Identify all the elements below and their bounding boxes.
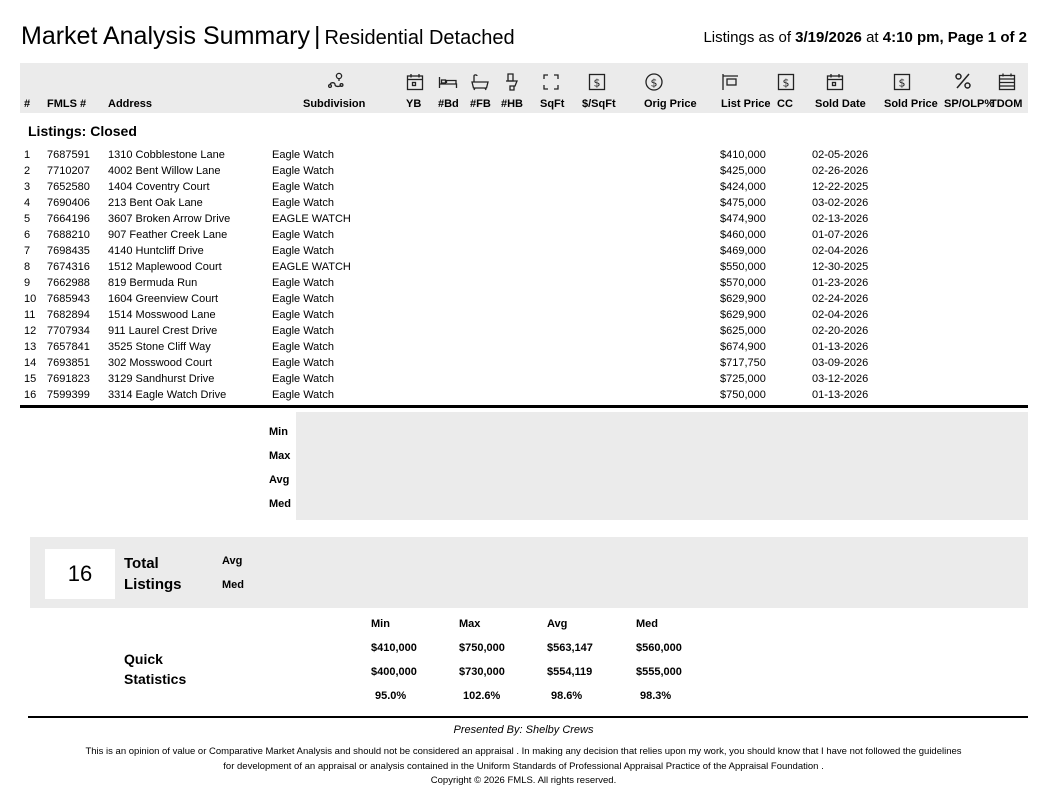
sign-icon bbox=[720, 72, 740, 92]
svg-text:$: $ bbox=[898, 76, 906, 90]
row-list: $424,000 bbox=[720, 181, 766, 193]
row-subdivision: Eagle Watch bbox=[272, 181, 334, 193]
total-stat-label: Med bbox=[222, 579, 244, 591]
row-sold-date: 12-30-2025 bbox=[812, 261, 869, 273]
total-listings-label: Total Listings bbox=[124, 555, 182, 593]
stat-label: Avg bbox=[269, 474, 290, 486]
svg-text:$: $ bbox=[782, 76, 790, 90]
row-sold-date: 01-13-2026 bbox=[812, 389, 869, 401]
row-fmls: 7690406 bbox=[47, 197, 90, 209]
square-footage-icon bbox=[541, 72, 561, 92]
section-title: Listings: Closed bbox=[28, 123, 137, 139]
col-tdom: TDOM bbox=[990, 98, 1023, 110]
row-fmls: 7685943 bbox=[47, 293, 90, 305]
presented-by: Presented By: Shelby Crews bbox=[453, 724, 594, 736]
row-num: 14 bbox=[24, 357, 37, 369]
row-num: 3 bbox=[24, 181, 31, 193]
row-fmls: 7599399 bbox=[47, 389, 90, 401]
col-sold-date: Sold Date bbox=[815, 98, 866, 110]
stats-band bbox=[296, 412, 1028, 520]
row-sold-date: 12-22-2025 bbox=[812, 181, 869, 193]
row-sold-date: 03-12-2026 bbox=[812, 373, 869, 385]
row-sold-date: 03-09-2026 bbox=[812, 357, 869, 369]
row-fmls: 7698435 bbox=[47, 245, 90, 257]
row-address: 911 Laurel Crest Drive bbox=[108, 325, 218, 337]
col-subdivision: Subdivision bbox=[303, 98, 366, 110]
row-subdivision: EAGLE WATCH bbox=[272, 261, 351, 273]
title-separator: | bbox=[313, 22, 321, 50]
row-sold-date: 02-20-2026 bbox=[812, 325, 869, 337]
quick-value: $554,119 bbox=[547, 666, 593, 678]
stat-label: Min bbox=[269, 426, 288, 438]
col-psqft: $/SqFt bbox=[582, 98, 616, 110]
quick-value: $400,000 bbox=[371, 666, 417, 678]
copyright: Copyright © 2026 FMLS. All rights reserved. bbox=[430, 775, 617, 786]
quick-value: $410,000 bbox=[371, 642, 417, 654]
report-title: Market Analysis Summary bbox=[21, 22, 310, 50]
bathtub-icon bbox=[470, 72, 490, 92]
row-subdivision: Eagle Watch bbox=[272, 293, 334, 305]
row-subdivision: Eagle Watch bbox=[272, 277, 334, 289]
row-num: 2 bbox=[24, 165, 31, 177]
total-stat-label: Avg bbox=[222, 555, 243, 567]
quick-header: Min bbox=[371, 618, 390, 630]
row-list: $474,900 bbox=[720, 213, 766, 225]
row-subdivision: Eagle Watch bbox=[272, 341, 334, 353]
row-address: 213 Bent Oak Lane bbox=[108, 197, 203, 209]
row-fmls: 7662988 bbox=[47, 277, 90, 289]
row-subdivision: Eagle Watch bbox=[272, 149, 334, 161]
row-fmls: 7693851 bbox=[47, 357, 90, 369]
quick-value: 98.3% bbox=[640, 690, 672, 702]
listings-as-of: Listings as of 3/19/2026 at 4:10 pm, Page 1 of 2 bbox=[703, 29, 1027, 46]
stat-label: Med bbox=[269, 498, 291, 510]
bed-icon bbox=[438, 72, 458, 92]
row-list: $550,000 bbox=[720, 261, 766, 273]
row-address: 1310 Cobblestone Lane bbox=[108, 149, 225, 161]
col-fmls: FMLS # bbox=[47, 98, 87, 110]
row-num: 11 bbox=[24, 309, 36, 321]
row-address: 3525 Stone Cliff Way bbox=[108, 341, 211, 353]
row-num: 10 bbox=[24, 293, 37, 305]
row-list: $425,000 bbox=[720, 165, 766, 177]
column-header-band bbox=[20, 63, 1028, 113]
row-list: $629,900 bbox=[720, 293, 766, 305]
row-sold-date: 02-13-2026 bbox=[812, 213, 869, 225]
quick-value: $563,147 bbox=[547, 642, 593, 654]
svg-text:$: $ bbox=[650, 76, 658, 90]
report-subtitle: Residential Detached bbox=[324, 27, 515, 49]
row-subdivision: Eagle Watch bbox=[272, 389, 334, 401]
col-hb: #HB bbox=[501, 98, 524, 110]
row-subdivision: Eagle Watch bbox=[272, 245, 334, 257]
col-bd: #Bd bbox=[438, 98, 459, 110]
row-fmls: 7691823 bbox=[47, 373, 90, 385]
svg-text:$: $ bbox=[593, 76, 601, 90]
row-list: $460,000 bbox=[720, 229, 766, 241]
quick-value: 95.0% bbox=[375, 690, 407, 702]
row-fmls: 7682894 bbox=[47, 309, 90, 321]
quick-value: $750,000 bbox=[459, 642, 505, 654]
total-count: 16 bbox=[45, 549, 115, 599]
row-address: 4140 Huntcliff Drive bbox=[108, 245, 204, 257]
row-fmls: 7657841 bbox=[47, 341, 90, 353]
row-num: 15 bbox=[24, 373, 37, 385]
row-sold-date: 02-24-2026 bbox=[812, 293, 869, 305]
row-list: $475,000 bbox=[720, 197, 766, 209]
row-fmls: 7710207 bbox=[47, 165, 90, 177]
row-list: $725,000 bbox=[720, 373, 766, 385]
dollar-square-icon bbox=[587, 72, 607, 92]
row-num: 1 bbox=[24, 149, 31, 161]
row-subdivision: Eagle Watch bbox=[272, 197, 334, 209]
row-list: $625,000 bbox=[720, 325, 766, 337]
row-sold-date: 01-13-2026 bbox=[812, 341, 869, 353]
row-address: 3314 Eagle Watch Drive bbox=[108, 389, 227, 401]
col-cc: CC bbox=[777, 98, 793, 110]
row-num: 12 bbox=[24, 325, 37, 337]
quick-statistics-label: Quick Statistics bbox=[124, 651, 187, 687]
col-list-price: List Price bbox=[721, 98, 771, 110]
row-subdivision: EAGLE WATCH bbox=[272, 213, 351, 225]
row-address: 1512 Maplewood Court bbox=[108, 261, 222, 273]
row-sold-date: 01-07-2026 bbox=[812, 229, 869, 241]
quick-value: $730,000 bbox=[459, 666, 505, 678]
row-subdivision: Eagle Watch bbox=[272, 309, 334, 321]
col-sqft: SqFt bbox=[540, 98, 565, 110]
calendar-icon bbox=[825, 72, 845, 92]
percent-icon bbox=[953, 71, 973, 91]
divider bbox=[20, 405, 1028, 408]
quick-value: $560,000 bbox=[636, 642, 682, 654]
row-list: $629,900 bbox=[720, 309, 766, 321]
row-address: 907 Feather Creek Lane bbox=[108, 229, 228, 241]
row-sold-date: 02-26-2026 bbox=[812, 165, 869, 177]
row-sold-date: 02-05-2026 bbox=[812, 149, 869, 161]
quick-value: $555,000 bbox=[636, 666, 682, 678]
row-subdivision: Eagle Watch bbox=[272, 357, 334, 369]
quick-value: 98.6% bbox=[551, 690, 583, 702]
row-address: 3607 Broken Arrow Drive bbox=[108, 213, 231, 225]
row-sold-date: 02-04-2026 bbox=[812, 245, 869, 257]
calendar-icon bbox=[405, 72, 425, 92]
col-num: # bbox=[24, 98, 31, 110]
row-address: 819 Bermuda Run bbox=[108, 277, 198, 289]
page-title bbox=[21, 22, 515, 51]
row-num: 7 bbox=[24, 245, 31, 257]
dollar-square-icon bbox=[892, 72, 912, 92]
row-subdivision: Eagle Watch bbox=[272, 229, 334, 241]
row-address: 1604 Greenview Court bbox=[108, 293, 219, 305]
quick-header: Med bbox=[636, 618, 658, 630]
row-address: 1514 Mosswood Lane bbox=[108, 309, 216, 321]
quick-header: Max bbox=[459, 618, 481, 630]
row-num: 16 bbox=[24, 389, 37, 401]
row-subdivision: Eagle Watch bbox=[272, 165, 334, 177]
row-fmls: 7687591 bbox=[47, 149, 90, 161]
col-fb: #FB bbox=[470, 98, 491, 110]
row-num: 13 bbox=[24, 341, 37, 353]
row-subdivision: Eagle Watch bbox=[272, 373, 334, 385]
row-fmls: 7707934 bbox=[47, 325, 90, 337]
half-bath-icon bbox=[502, 72, 522, 92]
row-fmls: 7664196 bbox=[47, 213, 90, 225]
row-address: 4002 Bent Willow Lane bbox=[108, 165, 221, 177]
row-num: 5 bbox=[24, 213, 31, 225]
row-sold-date: 02-04-2026 bbox=[812, 309, 869, 321]
row-list: $750,000 bbox=[720, 389, 766, 401]
col-sp-olp: SP/OLP% bbox=[944, 98, 995, 110]
row-list: $570,000 bbox=[720, 277, 766, 289]
row-fmls: 7688210 bbox=[47, 229, 90, 241]
row-fmls: 7674316 bbox=[47, 261, 90, 273]
col-orig-price: Orig Price bbox=[644, 98, 697, 110]
row-sold-date: 01-23-2026 bbox=[812, 277, 869, 289]
row-list: $469,000 bbox=[720, 245, 766, 257]
col-yb: YB bbox=[406, 98, 422, 110]
quick-value: 102.6% bbox=[463, 690, 501, 702]
row-address: 302 Mosswood Court bbox=[108, 357, 212, 369]
row-list: $410,000 bbox=[720, 149, 766, 161]
calendar-grid-icon bbox=[997, 72, 1017, 92]
row-subdivision: Eagle Watch bbox=[272, 325, 334, 337]
row-fmls: 7652580 bbox=[47, 181, 90, 193]
map-pin-route-icon bbox=[326, 71, 346, 91]
dollar-square-icon bbox=[776, 72, 796, 92]
col-address: Address bbox=[108, 98, 153, 110]
asof-time-page: 4:10 pm, Page 1 of 2 bbox=[882, 29, 1027, 46]
footer-divider bbox=[28, 716, 1028, 718]
asof-date: 3/19/2026 bbox=[795, 29, 862, 46]
row-sold-date: 03-02-2026 bbox=[812, 197, 869, 209]
row-num: 4 bbox=[24, 197, 31, 209]
quick-header: Avg bbox=[547, 618, 568, 630]
col-sold-price: Sold Price bbox=[884, 98, 938, 110]
row-num: 8 bbox=[24, 261, 31, 273]
row-num: 9 bbox=[24, 277, 31, 289]
row-num: 6 bbox=[24, 229, 31, 241]
row-address: 3129 Sandhurst Drive bbox=[108, 373, 215, 385]
stat-label: Max bbox=[269, 450, 291, 462]
row-list: $717,750 bbox=[720, 357, 766, 369]
dollar-circle-icon bbox=[644, 72, 664, 92]
row-address: 1404 Coventry Court bbox=[108, 181, 210, 193]
disclaimer: This is an opinion of value or Comparative Market Analysis and should not be considered an appraisal . In making any decision that relies upon my work, you should know that I have not followed the guidelines for development of an appraisal or analysis contained in the Uniform Standards of Professional Appraisal Practice of the Appraisal Foundation . Copyright © 2026 FMLS. All rights reserved. bbox=[60, 745, 987, 789]
row-list: $674,900 bbox=[720, 341, 766, 353]
